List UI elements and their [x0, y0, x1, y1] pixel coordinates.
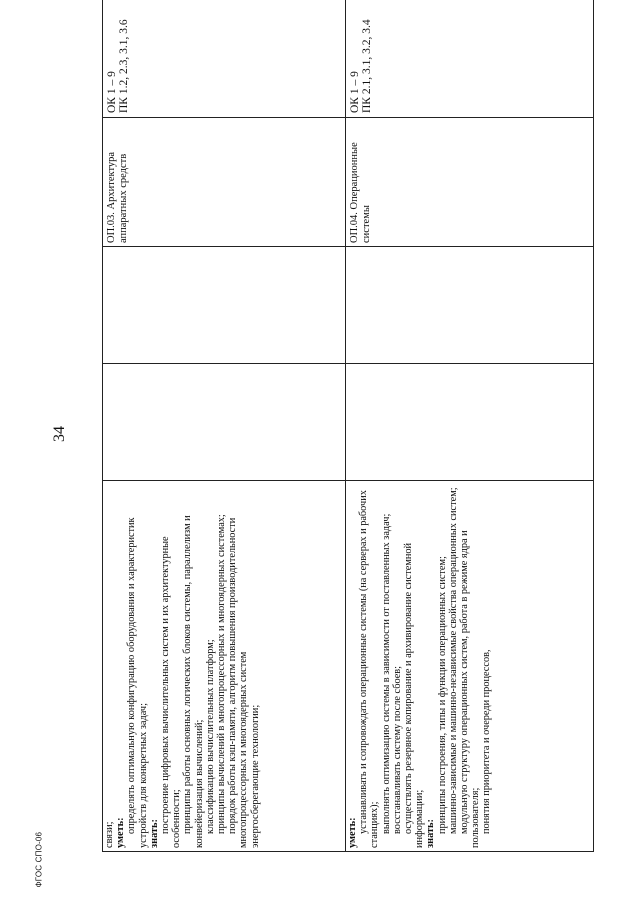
empty-cell: [103, 364, 346, 481]
footer-mark: ФГОС СПО-06: [34, 831, 44, 888]
knowledge-label: знать:: [148, 819, 160, 848]
competency-general: ОК 1 – 9: [349, 71, 361, 113]
competency-professional: ПК 1.2, 2.3, 3.1, 3.6: [118, 19, 130, 113]
competency-general: ОК 1 – 9: [106, 71, 118, 113]
knowledge-item: энергосберегающие технологии;: [249, 704, 261, 848]
page-number: 34: [51, 426, 68, 442]
knowledge-item: принципы построения, типы и функции операционных систем;: [436, 556, 448, 834]
knowledge-item: принципы вычислений в многопроцессорных и многоядерных системах;: [216, 514, 228, 834]
skill-item: осуществлять резервное копирование и архивирование системной информации;: [403, 542, 426, 848]
competencies-cell: [346, 0, 594, 118]
skill-item: устанавливать и сопровождать операционные системы (на серверах и рабочих станциях);: [358, 490, 381, 848]
knowledge-item: принципы работы основных логических блоков системы, параллелизм и конвейеризация вычислений;: [182, 515, 205, 848]
skill-item: определять оптимальную конфигурацию оборудования и характеристик устройств для конкретных задач;: [126, 517, 149, 848]
table-row: [346, 0, 594, 852]
discipline-cell: ОП.03. Архитектура аппаратных средств: [103, 118, 346, 247]
knowledge-item: понятия приоритета и очереди процессов,: [481, 649, 493, 834]
skills-label: уметь:: [347, 817, 358, 848]
skills-label: уметь:: [115, 817, 127, 848]
content-cell: [103, 481, 346, 852]
rotated-table-wrapper: [102, 19, 593, 852]
empty-cell: [103, 247, 346, 364]
competency-professional: ПК 2.1, 3.1, 3.2, 3.4: [361, 19, 373, 113]
knowledge-item: модульную структуру операционных систем, работа в режиме ядра и пользователя;: [459, 530, 482, 848]
knowledge-label: знать:: [425, 819, 437, 848]
empty-cell: [346, 364, 594, 481]
knowledge-item: классификацию вычислительных платформ;: [204, 639, 216, 834]
skill-item: восстанавливать систему после сбоев;: [391, 665, 403, 834]
competencies-cell: [103, 0, 346, 118]
knowledge-item: машинно-зависимые и машинно-независимые свойства операционных систем;: [447, 487, 459, 834]
standards-table: [102, 0, 594, 852]
empty-cell: [346, 247, 594, 364]
discipline-cell: ОП.04. Операционные системы: [346, 118, 594, 247]
skill-item: выполнять оптимизацию системы в зависимости от поставленных задач;: [380, 513, 392, 834]
table-row: [103, 0, 346, 852]
knowledge-item: порядок работы кэш-памяти, алгоритм повышения производительности многопроцессорных и многоядерных систем: [227, 517, 250, 848]
cell-header: связи;: [104, 821, 115, 848]
knowledge-item: построение цифровых вычислительных систем и их архитектурные особенности;: [160, 536, 183, 848]
content-cell: [346, 481, 594, 852]
